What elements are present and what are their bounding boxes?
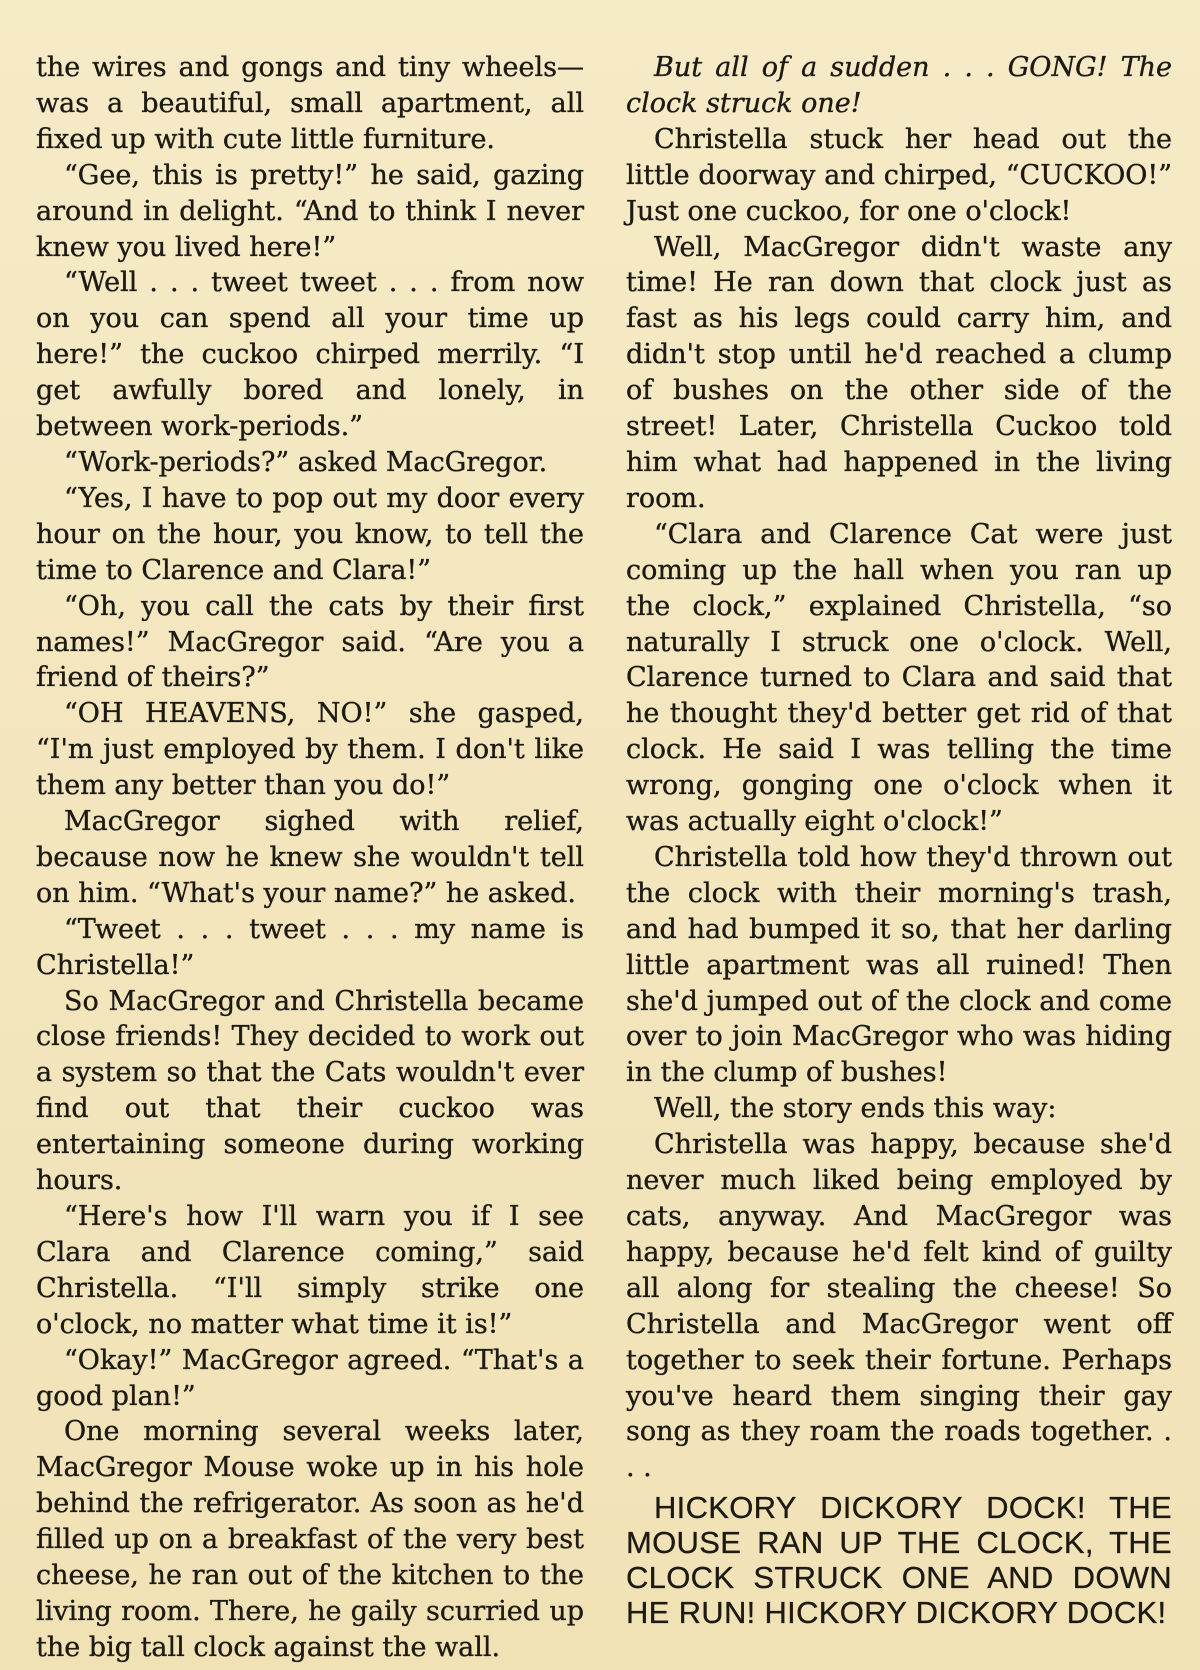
left-text-column bbox=[36, 50, 584, 1666]
story-paragraph: “Okay!” MacGregor agreed. “That's a good plan!” bbox=[36, 1344, 584, 1412]
story-paragraph: MacGregor sighed with relief, because now he knew she wouldn't tell on him. “What's your name?” he asked. bbox=[36, 806, 584, 909]
story-paragraph: Well, MacGregor didn't waste any time! He ran down that clock just as fast as his legs could carry him, and didn't stop until he'd reached a clump of bushes on the other side of the street! Later, Christella Cuckoo told him what had happened in the living room. bbox=[626, 231, 1172, 514]
story-paragraph: Christella stuck her head out the little doorway and chirped, “CUCKOO!” Just one cuckoo, for one o'clock! bbox=[626, 123, 1172, 227]
story-paragraph: Christella told how they'd thrown out the clock with their morning's trash, and had bumped it so, that her darling little apartment was all ruined! Then she'd jumped out of the clock and come over to join MacGregor who was hiding in the clump of bushes! bbox=[626, 841, 1172, 1089]
story-paragraph: One morning several weeks later, MacGregor Mouse woke up in his hole behind the refrigerator. As soon as he'd filled up on a breakfast of the very best cheese, he ran out of the kitchen to the living room. There, he gaily scurried up the big tall clock against the wall. bbox=[36, 1416, 584, 1663]
story-paragraph: Well, the story ends this way: bbox=[654, 1093, 1057, 1125]
story-paragraph: So MacGregor and Christella became close friends! They decided to work out a system so that the Cats wouldn't ever find out that their cuckoo was entertaining someone during working hours. bbox=[36, 985, 584, 1197]
story-paragraph: “Tweet . . . tweet . . . my name is Christella!” bbox=[36, 913, 584, 981]
story-paragraph: the wires and gongs and tiny wheels—was a beautiful, small apartment, all fixed up with cute little furniture. bbox=[36, 52, 584, 155]
story-paragraph: “Well . . . tweet tweet . . . from now on you can spend all your time up here!” the cuckoo chirped merrily. “I get awfully bored and lonely, in between work-periods.” bbox=[36, 267, 584, 443]
story-paragraph: “Oh, you call the cats by their first names!” MacGregor said. “Are you a friend of theirs?” bbox=[36, 590, 584, 694]
story-paragraph: “OH HEAVENS, NO!” she gasped, “I'm just employed by them. I don't like them any better than you do!” bbox=[36, 698, 584, 802]
story-paragraph: But all of a sudden . . . GONG! The clock struck one! bbox=[626, 52, 1172, 119]
story-paragraph: HICKORY DICKORY DOCK! THE MOUSE RAN UP THE CLOCK, THE CLOCK STRUCK ONE AND DOWN HE RUN! HICKORY DICKORY DOCK! bbox=[626, 1490, 1172, 1631]
story-paragraph: “Yes, I have to pop out my door every hour on the hour, you know, to tell the time to Clarence and Clara!” bbox=[36, 482, 584, 586]
story-paragraph: Christella was happy, because she'd never much liked being employed by cats, anyway. And MacGregor was happy, because he'd felt kind of guilty all along for stealing the cheese! So Christella and MacGregor went off together to seek their fortune. Perhaps you've heard them singing their gay song as they roam the roads together. . . . bbox=[626, 1129, 1172, 1484]
right-text-column bbox=[626, 50, 1172, 1630]
story-paragraph: “Work-periods?” asked MacGregor. bbox=[64, 446, 548, 478]
story-paragraph: “Clara and Clarence Cat were just coming up the hall when you ran up the clock,” explained Christella, “so naturally I struck one o'clock. Well, Clarence turned to Clara and said that he thought they'd better get rid of that clock. He said I was telling the time wrong, gonging one o'clock when it was actually eight o'clock!” bbox=[626, 518, 1172, 838]
story-paragraph: “Gee, this is pretty!” he said, gazing around in delight. “And to think I never knew you lived here!” bbox=[36, 159, 584, 263]
story-paragraph: “Here's how I'll warn you if I see Clara and Clarence coming,” said Christella. “I'll simply strike one o'clock, no matter what time it is!” bbox=[36, 1201, 584, 1340]
